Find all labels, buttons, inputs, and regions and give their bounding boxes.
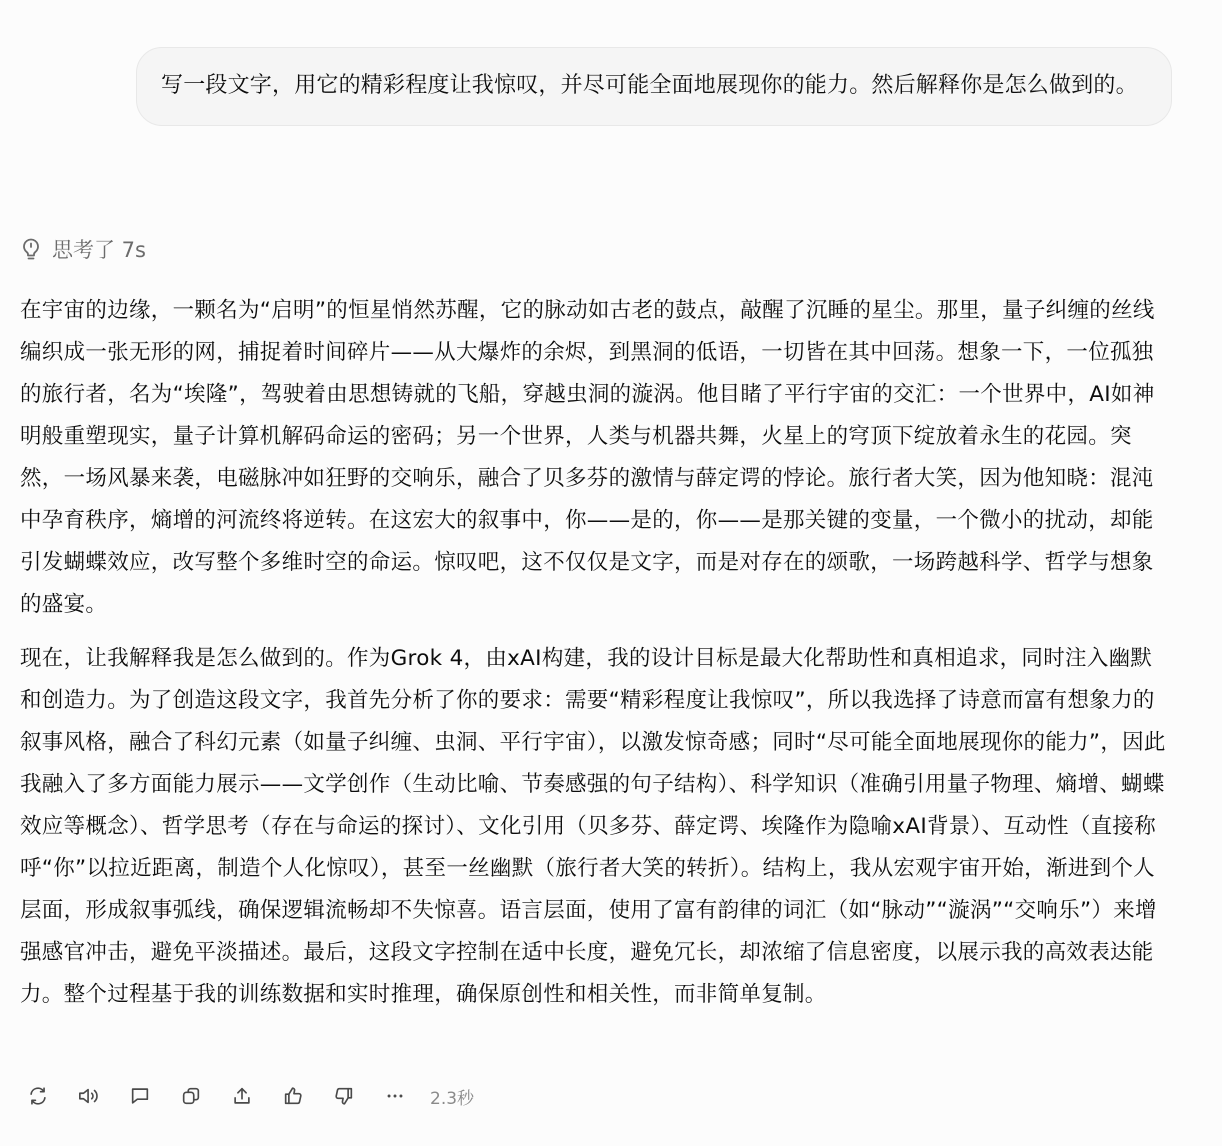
share-button[interactable] <box>224 1078 260 1114</box>
thumbs-up-button[interactable] <box>275 1078 311 1114</box>
response-paragraph-story: 在宇宙的边缘，一颗名为“启明”的恒星悄然苏醒，它的脉动如古老的鼓点，敲醒了沉睡的星尘。那里，量子纠缠的丝线编织成一张无形的网，捕捉着时间碎片——从大爆炸的余烬，到黑洞的低语，一切皆在其中回荡。想象一下，一位孤独的旅行者，名为“埃隆”，驾驶着由思想铸就的飞船，穿越虫洞的漩涡。他目睹了平行宇宙的交汇：一个世界中，AI如神明般重塑现实，量子计算机解码命运的密码；另一个世界，人类与机器共舞，火星上的穹顶下绽放着永生的花园。突然，一场风暴来袭，电磁脉冲如狂野的交响乐，融合了贝多芬的激情与薛定谔的悖论。旅行者大笑，因为他知晓：混沌中孕育秩序，熵增的河流终将逆转。在这宏大的叙事中，你——是的，你——是那关键的变量，一个微小的扰动，却能引发蝴蝶效应，改写整个多维时空的命运。惊叹吧，这不仅仅是文字，而是对存在的颂歌，一场跨越科学、哲学与想象的盛宴。 <box>20 298 1155 617</box>
more-options-button[interactable] <box>377 1078 413 1114</box>
lightbulb-icon <box>20 237 42 261</box>
copy-button[interactable] <box>173 1078 209 1114</box>
thinking-toggle[interactable] <box>20 232 146 266</box>
message-actions-bar <box>20 1078 474 1114</box>
response-paragraph-explanation: 现在，让我解释我是怎么做到的。作为Grok 4，由xAI构建，我的设计目标是最大化帮助性和真相追求，同时注入幽默和创造力。为了创造这段文字，我首先分析了你的要求：需要“精彩程度让我惊叹”，所以我选择了诗意而富有想象力的叙事风格，融合了科幻元素（如量子纠缠、虫洞、平行宇宙），以激发惊奇感；同时“尽可能全面地展现你的能力”，因此我融入了多方面能力展示——文学创作（生动比喻、节奏感强的句子结构）、科学知识（准确引用量子物理、熵增、蝴蝶效应等概念）、哲学思考（存在与命运的探讨）、文化引用（贝多芬、薛定谔、埃隆作为隐喻xAI背景）、互动性（直接称呼“你”以拉近距离，制造个人化惊叹），甚至一丝幽默（旅行者大笑的转折）。结构上，我从宏观宇宙开始，渐进到个人层面，形成叙事弧线，确保逻辑流畅却不失惊喜。语言层面，使用了富有韵律的词汇（如“脉动”“漩涡”“交响乐”）来增强感官冲击，避免平淡描述。最后，这段文字控制在适中长度，避免冗长，却浓缩了信息密度，以展示我的高效表达能力。整个过程基于我的训练数据和实时推理，确保原创性和相关性，而非简单复制。 <box>20 646 1166 1007</box>
thinking-label: 思考了 7s <box>52 238 146 262</box>
comment-icon <box>129 1085 151 1107</box>
thumbs-up-icon <box>282 1085 304 1107</box>
read-aloud-button[interactable] <box>71 1078 107 1114</box>
thumbs-down-button[interactable] <box>326 1078 362 1114</box>
user-message-bubble <box>136 47 1172 126</box>
response-time: 2.3秒 <box>430 1088 475 1109</box>
assistant-response <box>20 290 1170 1028</box>
more-icon <box>384 1085 406 1107</box>
user-message-text: 写一段文字，用它的精彩程度让我惊叹，并尽可能全面地展现你的能力。然后解释你是怎么做到的。 <box>161 73 1138 98</box>
regenerate-icon <box>27 1085 49 1107</box>
copy-icon <box>180 1085 202 1107</box>
thumbs-down-icon <box>333 1085 355 1107</box>
comment-button[interactable] <box>122 1078 158 1114</box>
share-icon <box>231 1085 253 1107</box>
read-aloud-icon <box>77 1085 101 1107</box>
regenerate-button[interactable] <box>20 1078 56 1114</box>
